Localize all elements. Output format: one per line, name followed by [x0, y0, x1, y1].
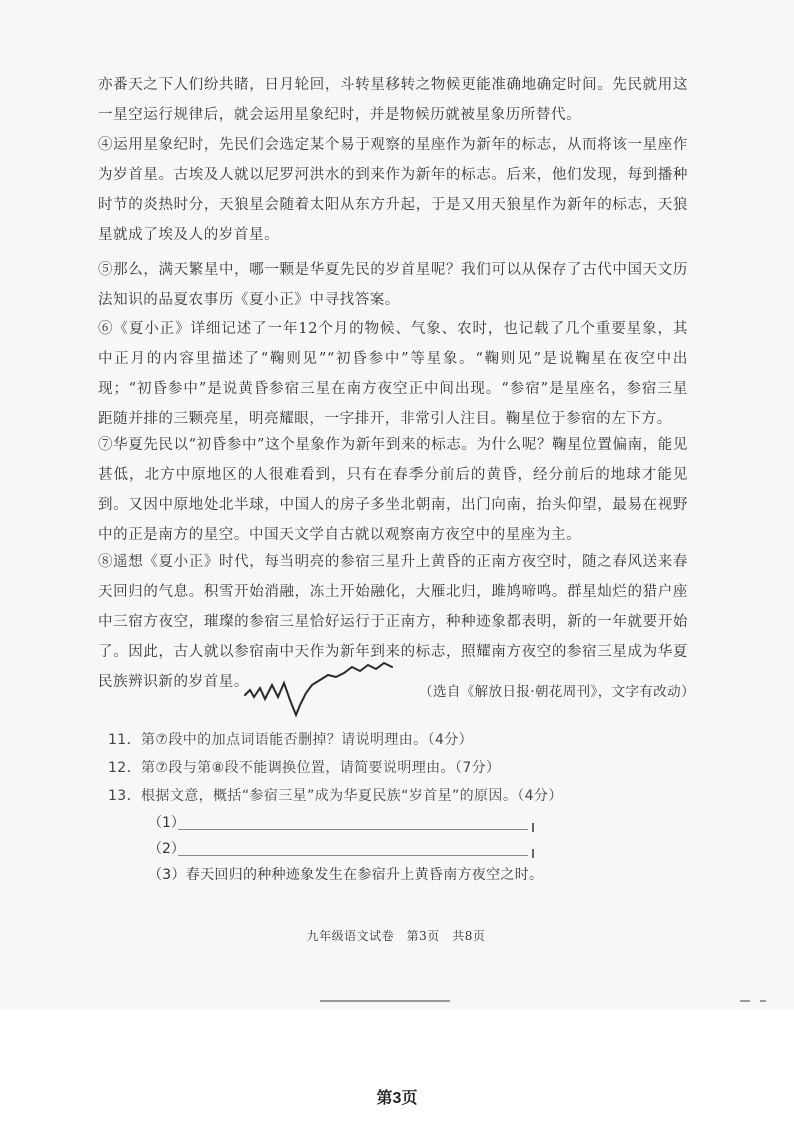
dash-segment [320, 1000, 450, 1002]
question-12: 12．第⑦段与第⑧段不能调换位置，请简要说明理由。（7分） [108, 760, 501, 776]
sheet-footer: 九年级语文试卷 第3页 共8页 [306, 929, 486, 943]
answer-line-1[interactable] [148, 812, 528, 836]
bottom-dashes [0, 1000, 794, 1002]
paragraph-5: ⑤那么，满天繁星中，哪一颗是华夏先民的岁首星呢？我们可以从保存了古代中国天文历法知识的品夏农事历《夏小正》中寻找答案。 [98, 262, 688, 308]
answer-line-3: （3）春天回归的种种迹象发生在参宿升上黄昏南方夜空之时。 [148, 867, 544, 883]
dash-segment [760, 1000, 766, 1002]
dash-segment [740, 1000, 750, 1002]
paragraph-6: ⑥《夏小正》详细记述了一年12个月的物候、气象、农时，也记载了几个重要星象，其中正月的内容里描述了“鞠则见”“初昏参中”等星象。“鞠则见”是说鞠星在夜空中出现；“初昏参中”是说黄昏参宿三星在南方夜空正中间出现。“参宿”是星座名，参宿三星距随并排的三颗亮星，明亮耀眼，一字排开，非常引人注目。鞠星位于参宿的左下方。 [98, 321, 688, 427]
paragraph-8: ⑧遥想《夏小正》时代，每当明亮的参宿三星升上黄昏的正南方夜空时，随之春风送来春天回归的气息。积雪开始消融，冻土开始融化，大雁北归，雎鸠啼鸣。群星灿烂的猎户座中三宿方夜空，璀璨的参宿三星恰好运行于正南方，种种迹象都表明，新的一年就要开始了。因此，古人就以参宿南中天作为新年到来的标志，照耀南方夜空的参宿三星成为华夏民族辨识新的岁首星。 [98, 554, 688, 690]
answer-2-blank [178, 855, 528, 856]
answer-2-label: （2） [148, 841, 185, 857]
answer-1-label: （1） [148, 815, 185, 831]
paragraph-7: ⑦华夏先民以“初昏参中”这个星象作为新年到来的标志。为什么呢？鞠星位置偏南，能见甚低，北方中原地区的人很难看到，只有在春季分前后的黄昏，经分前后的地球才能见到。又因中原地处北半球，中国人的房子多坐北朝南，出门向南，抬头仰望，最易在视野中的正是南方的星空。中国天文学自古就以观察南方夜空中的星座为主。 [98, 437, 688, 543]
source-citation: （选自《解放日报·朝花周刊》，文字有改动） [419, 684, 695, 700]
pen-scribble [240, 655, 400, 730]
paragraph-4: ④运用星象纪时，先民们会选定某个易于观察的星座作为新年的标志，从而将该一星座作为岁首星。古埃及人就以尼罗河洪水的到来作为新年的标志。后来，他们发现，每到播种时节的炎热时分，天狼星会随着太阳从东方升起，于是又用天狼星作为新年的标志，天狼星就成了埃及人的岁首星。 [98, 137, 688, 243]
question-11: 11．第⑦段中的加点词语能否删掉？请说明理由。（4分） [108, 732, 474, 748]
answer-2-end-mark [532, 849, 534, 858]
answer-1-end-mark [532, 823, 534, 832]
answer-line-2[interactable] [148, 838, 528, 862]
paragraph-3-tail: 亦番天之下人们纷共睹，日月轮回，斗转星移转之物候更能准确地确定时间。先民就用这一星空运行规律后，就会运用星象纪时，并是物候历就被星象历所替代。 [98, 77, 688, 123]
answer-1-blank [178, 829, 528, 830]
page-number: 第3页 [376, 1090, 418, 1107]
question-13: 13．根据文意，概括“参宿三星”成为华夏民族“岁首星”的原因。（4分） [108, 788, 563, 804]
